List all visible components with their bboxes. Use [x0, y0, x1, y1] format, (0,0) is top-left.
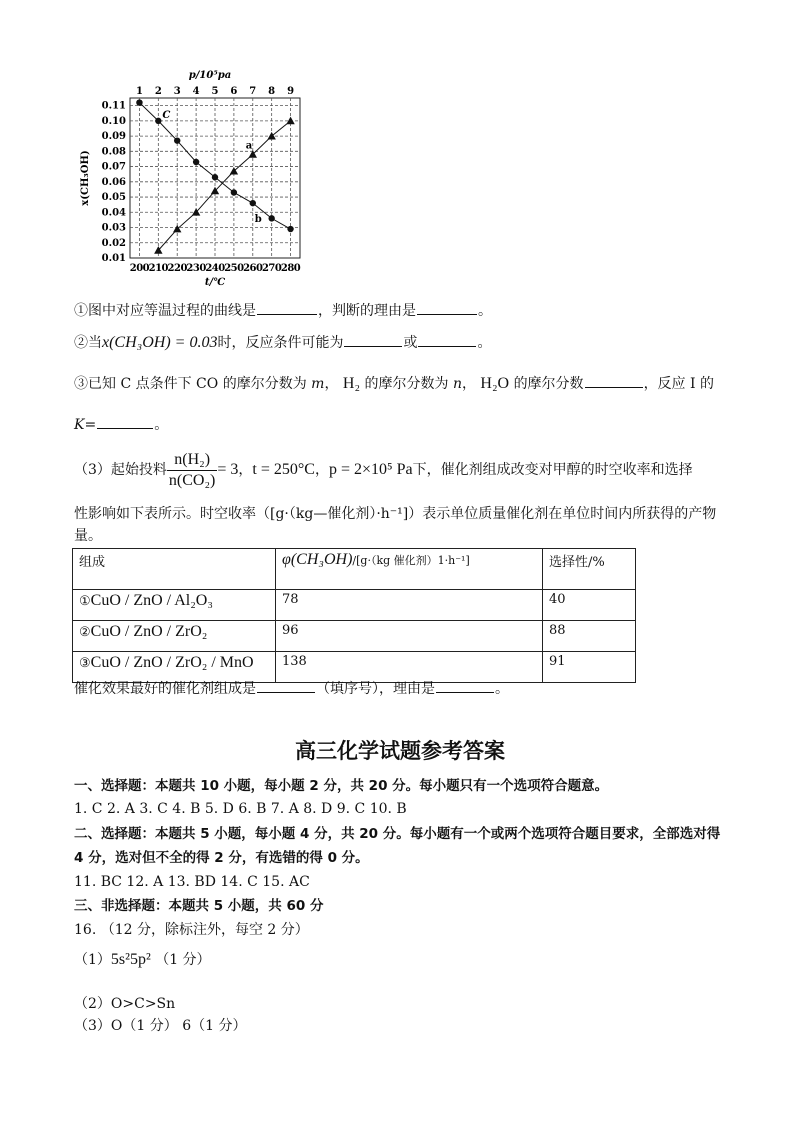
answer-16-3: （3）O（1 分） 6（1 分）	[74, 1018, 247, 1034]
answer-blank	[97, 414, 153, 429]
answer-blank	[257, 300, 317, 315]
question-line-1: ①图中对应等温过程的曲线是 ，判断的理由是 。	[74, 300, 492, 321]
y-axis-title: x(CH₃OH)	[80, 150, 91, 206]
x-tick-label: 250	[224, 263, 244, 274]
section-2-heading: 二、选择题：本题共 5 小题，每小题 4 分，共 20 分。每小题有一个或两个选项符合题目要求，全部选对得	[74, 826, 721, 842]
answer-16-1: （1）5s²5p² （1 分）	[74, 951, 211, 968]
table-cell-yield: 138	[276, 652, 543, 683]
section-3-heading: 三、非选择题：本题共 5 小题，共 60 分	[74, 898, 324, 914]
top-tick-label: 9	[287, 86, 295, 97]
x-tick-label: 270	[261, 263, 282, 274]
table-cell-composition: ③CuO / ZnO / ZrO₂ / MnO	[73, 652, 276, 683]
y-tick-label: 0.04	[101, 207, 126, 219]
top-tick-label: 5	[211, 86, 219, 97]
top-tick-label: 6	[230, 86, 238, 97]
answer-blank	[417, 300, 477, 315]
question-part-3-line-3: 量。	[74, 528, 102, 544]
table-cell-composition: ①CuO / ZnO / Al₂O₃	[73, 590, 276, 621]
data-point-circle	[212, 174, 218, 180]
data-point-circle	[268, 215, 274, 221]
y-tick-label: 0.03	[101, 222, 126, 234]
question-part-3: （3）起始投料 $\frac{\text{n(H₂)}}{\text{n(CO₂)}}$ = 3 ， t = 250°C ， p = 2×10⁵ Pa 下，催化剂组成改变对甲醇的时空收率和选择	[74, 450, 693, 489]
y-tick-label: 0.07	[101, 161, 126, 173]
y-tick-label: 0.02	[101, 237, 126, 249]
y-tick-label: 0.09	[101, 131, 126, 143]
catalyst-table	[72, 548, 636, 683]
answer-title: 高三化学试题参考答案	[295, 739, 505, 763]
data-point-circle	[155, 118, 161, 124]
x-tick-label: 200	[129, 263, 150, 274]
x-tick-label: 210	[148, 263, 169, 274]
answer-blank	[418, 332, 476, 347]
data-point-circle	[174, 137, 180, 143]
data-point-circle	[231, 189, 237, 195]
section-1-heading: 一、选择题：本题共 10 小题，每小题 2 分，共 20 分。每小题只有一个选项符合题意。	[74, 778, 609, 794]
table-cell-yield: 96	[276, 621, 543, 652]
x-tick-label: 230	[186, 263, 206, 274]
data-point-circle	[136, 99, 142, 105]
x-tick-label: 280	[280, 263, 301, 274]
point-label-c: C	[162, 109, 171, 121]
table-header-row	[73, 549, 636, 590]
data-point-triangle	[286, 117, 294, 125]
answer-blank	[344, 332, 402, 347]
question-line-3: ③已知 C 点条件下 CO 的摩尔分数为 m， H₂ 的摩尔分数为 n， H₂O 的摩尔分数 ，反应 I 的	[74, 375, 714, 392]
section-2-heading-cont: 4 分，选对但不全的得 2 分，有选错的得 0 分。	[74, 850, 369, 866]
y-tick-label: 0.08	[101, 146, 126, 158]
table-cell-composition: ②CuO / ZnO / ZrO₂	[73, 621, 276, 652]
y-tick-label: 0.11	[101, 100, 126, 112]
point-label-a: a	[245, 140, 253, 152]
section-2-answers: 11. BC 12. A 13. BD 14. C 15. AC	[74, 874, 310, 890]
top-tick-label: 2	[154, 86, 162, 97]
x-tick-label: 220	[167, 263, 187, 274]
top-tick-label: 8	[268, 86, 276, 97]
data-point-circle	[193, 159, 199, 165]
y-tick-label: 0.05	[101, 192, 126, 204]
data-point-triangle	[267, 132, 275, 140]
header-composition: 组成	[73, 549, 276, 590]
question-part-3-line-2: 性影响如下表所示。时空收率（[g·（kg—催化剂）·h⁻¹]）表示单位质量催化剂在单位时间内所获得的产物	[74, 506, 717, 522]
table-row	[73, 621, 636, 652]
answer-blank	[436, 678, 494, 693]
question-line-4: K= 。	[74, 414, 168, 435]
table-cell-yield: 78	[276, 590, 543, 621]
header-yield: φ(CH₃OH)/[g·（kg 催化剂）1·h⁻¹]	[276, 549, 543, 590]
table-cell-selectivity: 91	[543, 652, 636, 683]
table-cell-selectivity: 40	[543, 590, 636, 621]
question-last-line: 催化效果最好的催化剂组成是 （填序号），理由是 。	[74, 678, 509, 699]
y-tick-label: 0.06	[101, 176, 126, 188]
header-selectivity: 选择性/%	[543, 549, 636, 590]
top-axis-title: p/10⁵pa	[188, 70, 232, 81]
table-row	[73, 590, 636, 621]
top-tick-label: 1	[135, 86, 143, 97]
x-tick-label: 240	[205, 263, 225, 274]
top-tick-label: 4	[192, 86, 200, 97]
section-1-answers: 1. C 2. A 3. C 4. B 5. D 6. B 7. A 8. D 9. C 10. B	[74, 801, 407, 817]
top-tick-label: 7	[249, 86, 257, 97]
table-cell-selectivity: 88	[543, 621, 636, 652]
data-point-circle	[250, 200, 256, 206]
question-16-header: 16. （12 分，除标注外，每空 2 分）	[74, 922, 309, 938]
point-label-b: b	[254, 214, 262, 226]
x-tick-label: 260	[243, 263, 263, 274]
data-point-circle	[287, 226, 293, 232]
y-tick-label: 0.01	[101, 253, 126, 264]
answer-blank	[257, 678, 315, 693]
y-tick-label: 0.10	[101, 115, 126, 127]
answer-blank	[585, 373, 643, 388]
answer-16-2: （2）O>C>Sn	[74, 996, 176, 1012]
x-axis-title: t/℃	[204, 277, 226, 288]
top-tick-label: 3	[173, 86, 181, 97]
ratio-fraction: $\frac{\text{n(H₂)}}{\text{n(CO₂)}}$	[168, 450, 216, 489]
question-line-2: ②当x(CH₃OH) = 0.03时，反应条件可能为 或 。	[74, 334, 492, 351]
